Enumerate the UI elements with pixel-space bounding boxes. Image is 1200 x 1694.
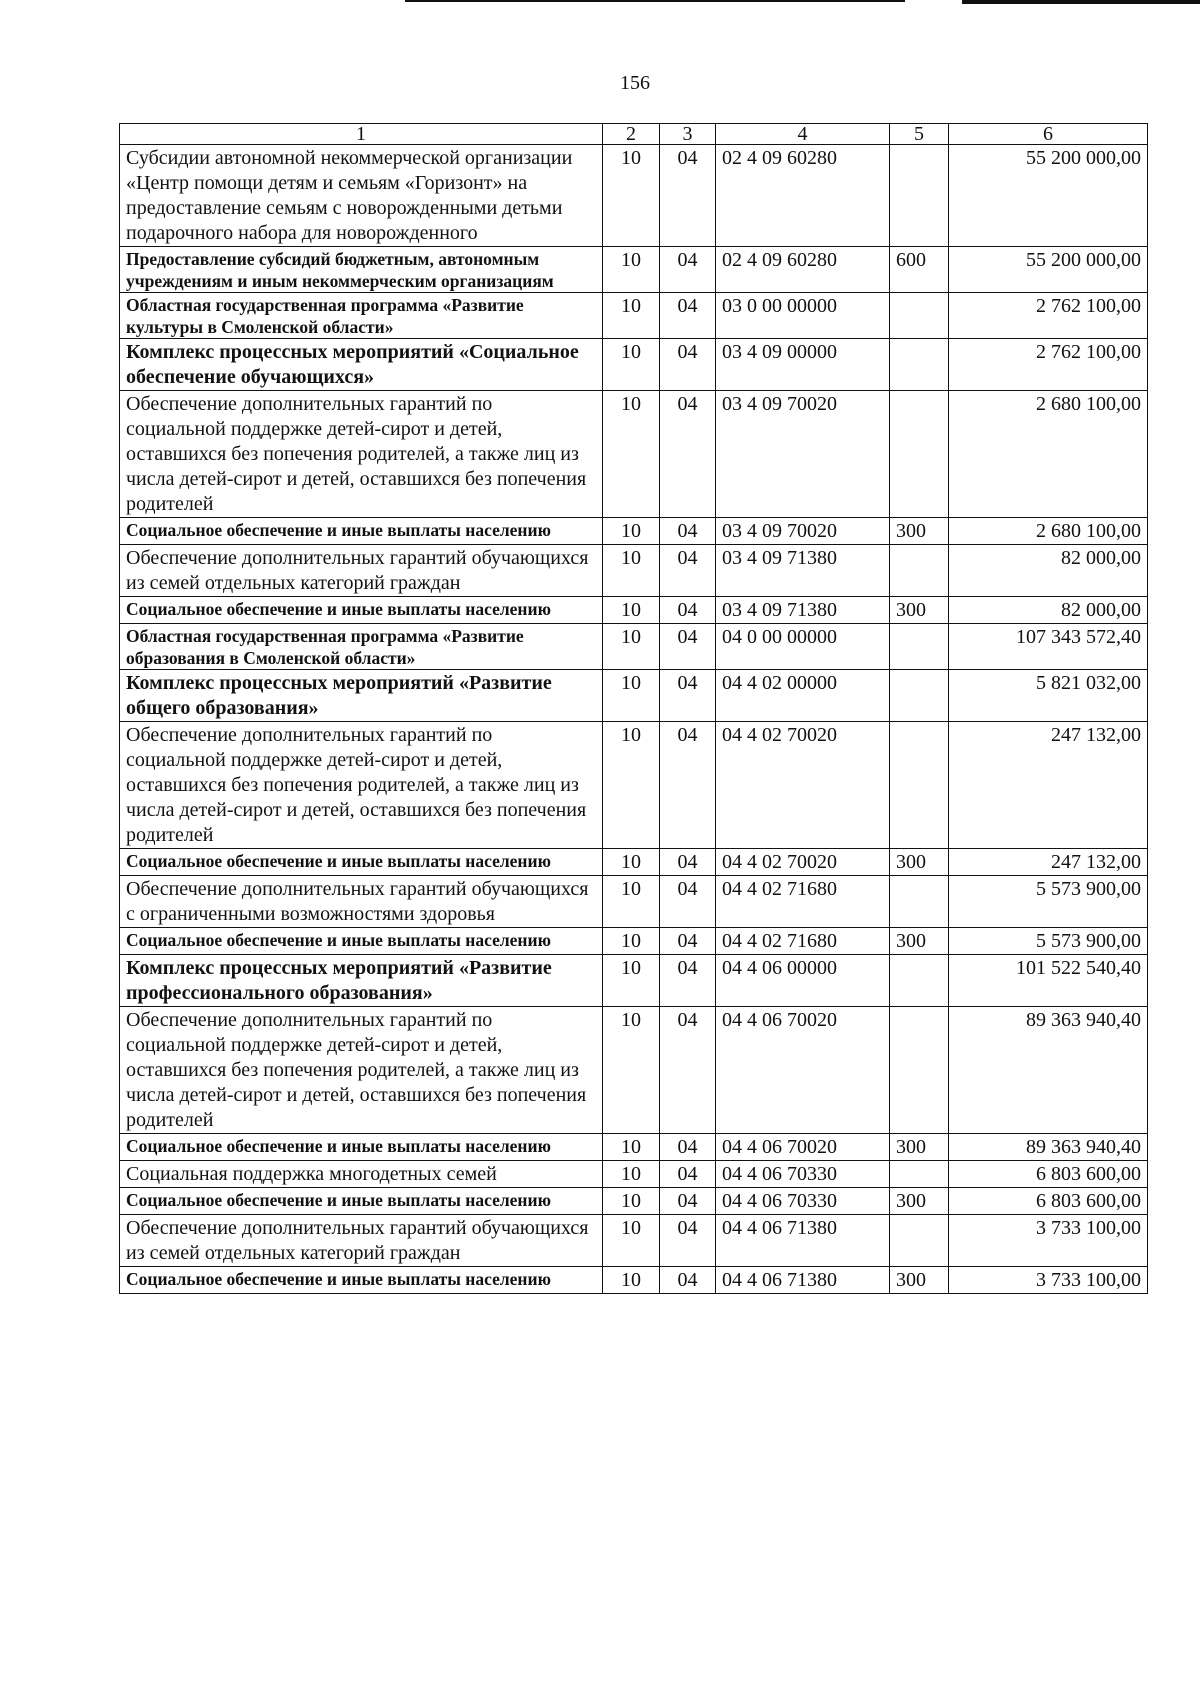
target-article-cell: 04 4 06 70330 <box>716 1188 890 1215</box>
target-article-cell: 02 4 09 60280 <box>716 145 890 247</box>
row-name-cell: Предоставление субсидий бюджетным, автономным учреждениям и иным некоммерческим организациям <box>120 247 603 293</box>
column-header-3: 3 <box>660 124 716 145</box>
target-article-cell: 04 4 06 71380 <box>716 1267 890 1294</box>
table-row <box>120 876 1148 928</box>
subsection-code-cell: 04 <box>660 1215 716 1267</box>
section-code-cell: 10 <box>603 247 660 293</box>
section-code-cell: 10 <box>603 1161 660 1188</box>
amount-cell: 6 803 600,00 <box>949 1161 1148 1188</box>
section-code-cell: 10 <box>603 545 660 597</box>
row-name-cell: Социальное обеспечение и иные выплаты населению <box>120 928 603 955</box>
subsection-code-cell: 04 <box>660 293 716 339</box>
expense-type-cell: 300 <box>890 597 949 624</box>
target-article-cell: 04 4 02 71680 <box>716 876 890 928</box>
target-article-cell: 04 4 02 00000 <box>716 670 890 722</box>
table-row <box>120 1161 1148 1188</box>
budget-table <box>119 123 1148 1294</box>
row-name-cell: Социальное обеспечение и иные выплаты населению <box>120 597 603 624</box>
table-row <box>120 145 1148 247</box>
expense-type-cell <box>890 145 949 247</box>
section-code-cell: 10 <box>603 670 660 722</box>
amount-cell: 82 000,00 <box>949 545 1148 597</box>
section-code-cell: 10 <box>603 955 660 1007</box>
subsection-code-cell: 04 <box>660 247 716 293</box>
subsection-code-cell: 04 <box>660 1161 716 1188</box>
expense-type-cell: 300 <box>890 928 949 955</box>
table-row <box>120 518 1148 545</box>
amount-cell: 247 132,00 <box>949 849 1148 876</box>
amount-cell: 2 680 100,00 <box>949 391 1148 518</box>
subsection-code-cell: 04 <box>660 391 716 518</box>
expense-type-cell: 300 <box>890 849 949 876</box>
table-row <box>120 849 1148 876</box>
table-row <box>120 1267 1148 1294</box>
row-name-cell: Обеспечение дополнительных гарантий обучающихся из семей отдельных категорий граждан <box>120 545 603 597</box>
subsection-code-cell: 04 <box>660 1267 716 1294</box>
expense-type-cell: 300 <box>890 1188 949 1215</box>
column-header-5: 5 <box>890 124 949 145</box>
expense-type-cell: 300 <box>890 1267 949 1294</box>
subsection-code-cell: 04 <box>660 722 716 849</box>
target-article-cell: 03 4 09 71380 <box>716 545 890 597</box>
row-name-cell: Комплекс процессных мероприятий «Развитие общего образования» <box>120 670 603 722</box>
row-name-cell: Областная государственная программа «Развитие образования в Смоленской области» <box>120 624 603 670</box>
subsection-code-cell: 04 <box>660 518 716 545</box>
row-name-cell: Социальное обеспечение и иные выплаты населению <box>120 1134 603 1161</box>
subsection-code-cell: 04 <box>660 624 716 670</box>
column-header-6: 6 <box>949 124 1148 145</box>
subsection-code-cell: 04 <box>660 597 716 624</box>
section-code-cell: 10 <box>603 722 660 849</box>
row-name-cell: Обеспечение дополнительных гарантий обучающихся из семей отдельных категорий граждан <box>120 1215 603 1267</box>
amount-cell: 89 363 940,40 <box>949 1007 1148 1134</box>
target-article-cell: 03 4 09 00000 <box>716 339 890 391</box>
target-article-cell: 04 4 06 71380 <box>716 1215 890 1267</box>
page-number: 156 <box>620 72 650 94</box>
table-row <box>120 1007 1148 1134</box>
expense-type-cell: 300 <box>890 518 949 545</box>
row-name-cell: Обеспечение дополнительных гарантий обучающихся с ограниченными возможностями здоровья <box>120 876 603 928</box>
section-code-cell: 10 <box>603 849 660 876</box>
target-article-cell: 03 4 09 70020 <box>716 518 890 545</box>
target-article-cell: 03 4 09 70020 <box>716 391 890 518</box>
subsection-code-cell: 04 <box>660 1007 716 1134</box>
target-article-cell: 04 4 02 70020 <box>716 722 890 849</box>
expense-type-cell <box>890 545 949 597</box>
table-row <box>120 545 1148 597</box>
section-code-cell: 10 <box>603 624 660 670</box>
row-name-cell: Социальное обеспечение и иные выплаты населению <box>120 849 603 876</box>
expense-type-cell <box>890 293 949 339</box>
section-code-cell: 10 <box>603 876 660 928</box>
amount-cell: 2 762 100,00 <box>949 293 1148 339</box>
target-article-cell: 02 4 09 60280 <box>716 247 890 293</box>
section-code-cell: 10 <box>603 518 660 545</box>
row-name-cell: Социальная поддержка многодетных семей <box>120 1161 603 1188</box>
amount-cell: 89 363 940,40 <box>949 1134 1148 1161</box>
amount-cell: 55 200 000,00 <box>949 247 1148 293</box>
target-article-cell: 04 4 06 70020 <box>716 1007 890 1134</box>
amount-cell: 5 821 032,00 <box>949 670 1148 722</box>
expense-type-cell <box>890 339 949 391</box>
table-row <box>120 955 1148 1007</box>
table-row <box>120 247 1148 293</box>
section-code-cell: 10 <box>603 1188 660 1215</box>
subsection-code-cell: 04 <box>660 1188 716 1215</box>
column-header-4: 4 <box>716 124 890 145</box>
table-row <box>120 670 1148 722</box>
scan-edge-line-right <box>962 0 1200 4</box>
scan-edge-line-left <box>405 0 905 2</box>
row-name-cell: Обеспечение дополнительных гарантий по социальной поддержке детей-сирот и детей, оставшихся без попечения родителей, а также лиц из числа детей-сирот и детей, оставшихся без попечения родителей <box>120 391 603 518</box>
amount-cell: 2 680 100,00 <box>949 518 1148 545</box>
row-name-cell: Социальное обеспечение и иные выплаты населению <box>120 518 603 545</box>
table-row <box>120 339 1148 391</box>
subsection-code-cell: 04 <box>660 1134 716 1161</box>
amount-cell: 55 200 000,00 <box>949 145 1148 247</box>
row-name-cell: Комплекс процессных мероприятий «Социальное обеспечение обучающихся» <box>120 339 603 391</box>
amount-cell: 3 733 100,00 <box>949 1215 1148 1267</box>
section-code-cell: 10 <box>603 1267 660 1294</box>
table-row <box>120 722 1148 849</box>
target-article-cell: 04 4 06 70020 <box>716 1134 890 1161</box>
amount-cell: 3 733 100,00 <box>949 1267 1148 1294</box>
section-code-cell: 10 <box>603 1007 660 1134</box>
section-code-cell: 10 <box>603 928 660 955</box>
section-code-cell: 10 <box>603 1215 660 1267</box>
target-article-cell: 03 0 00 00000 <box>716 293 890 339</box>
amount-cell: 5 573 900,00 <box>949 876 1148 928</box>
row-name-cell: Субсидии автономной некоммерческой организации «Центр помощи детям и семьям «Горизонт» на предоставление семьям с новорожденными детьми подарочного набора для новорожденного <box>120 145 603 247</box>
subsection-code-cell: 04 <box>660 339 716 391</box>
subsection-code-cell: 04 <box>660 849 716 876</box>
expense-type-cell: 300 <box>890 1134 949 1161</box>
expense-type-cell <box>890 624 949 670</box>
row-name-cell: Социальное обеспечение и иные выплаты населению <box>120 1188 603 1215</box>
column-number-header <box>120 124 1148 145</box>
section-code-cell: 10 <box>603 339 660 391</box>
target-article-cell: 04 0 00 00000 <box>716 624 890 670</box>
section-code-cell: 10 <box>603 293 660 339</box>
section-code-cell: 10 <box>603 145 660 247</box>
expense-type-cell <box>890 391 949 518</box>
section-code-cell: 10 <box>603 1134 660 1161</box>
amount-cell: 2 762 100,00 <box>949 339 1148 391</box>
target-article-cell: 04 4 02 70020 <box>716 849 890 876</box>
expense-type-cell <box>890 670 949 722</box>
table-row <box>120 1134 1148 1161</box>
target-article-cell: 04 4 06 70330 <box>716 1161 890 1188</box>
table-body <box>120 145 1148 1294</box>
table-row <box>120 293 1148 339</box>
subsection-code-cell: 04 <box>660 955 716 1007</box>
amount-cell: 247 132,00 <box>949 722 1148 849</box>
table-row <box>120 391 1148 518</box>
amount-cell: 6 803 600,00 <box>949 1188 1148 1215</box>
subsection-code-cell: 04 <box>660 928 716 955</box>
section-code-cell: 10 <box>603 391 660 518</box>
target-article-cell: 04 4 06 00000 <box>716 955 890 1007</box>
expense-type-cell <box>890 955 949 1007</box>
target-article-cell: 03 4 09 71380 <box>716 597 890 624</box>
target-article-cell: 04 4 02 71680 <box>716 928 890 955</box>
row-name-cell: Обеспечение дополнительных гарантий по социальной поддержке детей-сирот и детей, оставшихся без попечения родителей, а также лиц из числа детей-сирот и детей, оставшихся без попечения родителей <box>120 722 603 849</box>
subsection-code-cell: 04 <box>660 545 716 597</box>
table-row <box>120 1188 1148 1215</box>
amount-cell: 82 000,00 <box>949 597 1148 624</box>
row-name-cell: Областная государственная программа «Развитие культуры в Смоленской области» <box>120 293 603 339</box>
column-header-1: 1 <box>120 124 603 145</box>
row-name-cell: Обеспечение дополнительных гарантий по социальной поддержке детей-сирот и детей, оставшихся без попечения родителей, а также лиц из числа детей-сирот и детей, оставшихся без попечения родителей <box>120 1007 603 1134</box>
subsection-code-cell: 04 <box>660 876 716 928</box>
subsection-code-cell: 04 <box>660 145 716 247</box>
amount-cell: 5 573 900,00 <box>949 928 1148 955</box>
column-header-2: 2 <box>603 124 660 145</box>
row-name-cell: Комплекс процессных мероприятий «Развитие профессионального образования» <box>120 955 603 1007</box>
expense-type-cell <box>890 1007 949 1134</box>
amount-cell: 107 343 572,40 <box>949 624 1148 670</box>
table-row <box>120 597 1148 624</box>
expense-type-cell <box>890 1161 949 1188</box>
table-row <box>120 1215 1148 1267</box>
amount-cell: 101 522 540,40 <box>949 955 1148 1007</box>
subsection-code-cell: 04 <box>660 670 716 722</box>
row-name-cell: Социальное обеспечение и иные выплаты населению <box>120 1267 603 1294</box>
table-row <box>120 928 1148 955</box>
expense-type-cell <box>890 1215 949 1267</box>
section-code-cell: 10 <box>603 597 660 624</box>
expense-type-cell <box>890 876 949 928</box>
table-row <box>120 624 1148 670</box>
expense-type-cell <box>890 722 949 849</box>
expense-type-cell: 600 <box>890 247 949 293</box>
